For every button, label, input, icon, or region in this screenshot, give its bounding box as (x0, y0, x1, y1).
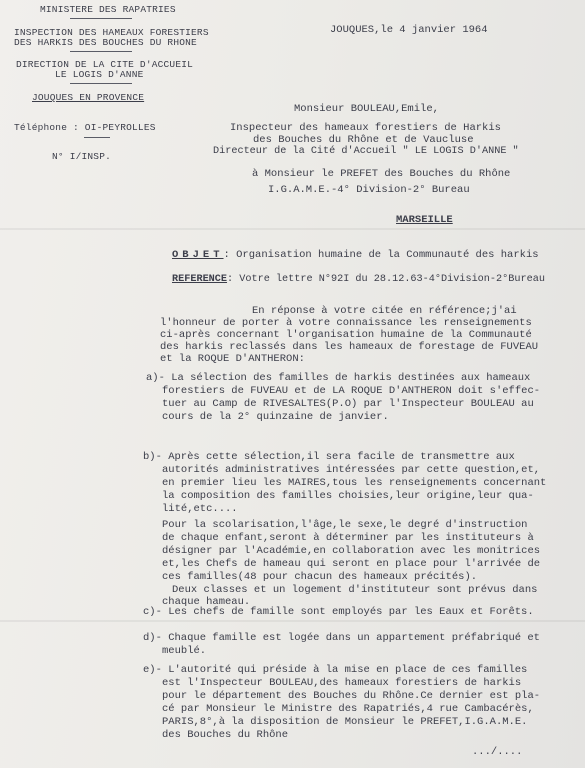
objet-text: : Organisation humaine de la Communauté des harkis (223, 249, 539, 261)
item-line: la composition des familles choisies,leur origine,leur qua- (162, 490, 534, 502)
reference-line (172, 274, 545, 286)
intro-line: et la ROQUE D'ANTHERON: (160, 353, 305, 365)
item-line: b)- Après cette sélection,il sera facile de transmettre aux (143, 451, 515, 463)
date-line: JOUQUES,le 4 janvier 1964 (330, 24, 488, 36)
divider (70, 83, 132, 84)
reference-text: : Votre lettre N°92I du 28.12.63-4°Division-2°Bureau (227, 274, 545, 285)
item-line: en premier lieu les MAIRES,tous les renseignements concernant (162, 477, 547, 489)
intro-line: ci-après concernant l'organisation humaine de la Communauté (160, 329, 532, 341)
item-line: des Bouches du Rhône (162, 729, 289, 741)
item-line: tuer au Camp de RIVESALTES(P.O) par l'Inspecteur BOULEAU au (162, 398, 534, 410)
item-line: cours de la 2° quinzaine de janvier. (162, 411, 389, 423)
ministry-name: MINISTERE DES RAPATRIES (40, 4, 176, 15)
inspection-line-2: DES HARKIS DES BOUCHES DU RHONE (14, 37, 197, 48)
sender-name: Monsieur BOULEAU,Emile, (294, 103, 439, 115)
sender-title-2: des Bouches du Rhône et de Vaucluse (253, 134, 474, 146)
divider (70, 18, 132, 19)
objet-label: OBJET (172, 249, 224, 261)
schooling-line: ces familles(48 pour chacun des hameaux précités). (162, 571, 478, 583)
sender-title-3: Directeur de la Cité d'Accueil " LE LOGIS D'ANNE " (213, 146, 519, 157)
reference-label: REFERENCE (172, 274, 228, 285)
schooling-line: et,les Chefs de hameau qui seront en place pour l'arrivée de (162, 558, 541, 570)
telephone: Téléphone : OI-PEYROLLES (14, 122, 156, 133)
recipient-line-2: I.G.A.M.E.-4° Division-2° Bureau (268, 184, 470, 196)
recipient-city: MARSEILLE (396, 214, 453, 226)
intro-line: En réponse à votre citée en référence;j'ai (252, 305, 517, 317)
divider (70, 51, 132, 52)
schooling-line: chaque hameau. (162, 596, 251, 608)
recipient-line-1: à Monsieur le PREFET des Bouches du Rhône (252, 168, 511, 180)
item-line: autorités administratives intéressées par cette question,et, (162, 464, 541, 476)
schooling-line: Deux classes et un logement d'instituteur sont prévus dans (172, 584, 538, 596)
direction-line-2: LE LOGIS D'ANNE (55, 69, 144, 80)
objet-line (172, 249, 539, 261)
intro-line: des harkis reclassés dans les hameaux de forestage de FUVEAU (160, 341, 539, 353)
reference-number: N° I/INSP. (52, 151, 112, 162)
item-line: meublé. (162, 645, 207, 657)
continuation-marker: .../.... (472, 746, 523, 758)
sender-title-1: Inspecteur des hameaux forestiers de Harkis (230, 122, 501, 134)
item-line: forestiers de FUVEAU et de LA ROQUE D'ANTHERON doit s'effec- (162, 385, 541, 397)
item-line: pour le département des Bouches du Rhône.Ce dernier est pla- (162, 690, 541, 702)
item-line: lité,etc.... (162, 503, 238, 515)
item-line: a)- La sélection des familles de harkis destinées aux hameaux (146, 372, 531, 384)
item-line: c)- Les chefs de famille sont employés par les Eaux et Forêts. (143, 606, 534, 618)
schooling-line: Pour la scolarisation,l'âge,le sexe,le degré d'instruction (162, 519, 528, 531)
item-line: cé par Monsieur le Ministre des Rapatriés,4 rue Cambacérès, (162, 703, 534, 715)
item-line: e)- L'autorité qui préside à la mise en place de ces familles (143, 664, 528, 676)
divider (84, 137, 110, 138)
intro-line: l'honneur de porter à votre connaissance les renseignements (160, 317, 532, 329)
schooling-line: désigner par l'Académie,en collaboration avec les monitrices (162, 545, 541, 557)
item-line: est l'Inspecteur BOULEAU,des hameaux forestiers de harkis (162, 677, 522, 689)
direction-line-1: DIRECTION DE LA CITE D'ACCUEIL (16, 59, 194, 70)
item-line: PARIS,8°,à la disposition de Monsieur le PREFET,I.G.A.M.E. (162, 716, 528, 728)
location: JOUQUES EN PROVENCE (32, 92, 145, 103)
inspection-line-1: INSPECTION DES HAMEAUX FORESTIERS (14, 27, 209, 38)
schooling-line: de chaque enfant,seront à déterminer par les instituteurs à (162, 532, 534, 544)
item-line: d)- Chaque famille est logée dans un appartement préfabriqué et (143, 632, 540, 644)
